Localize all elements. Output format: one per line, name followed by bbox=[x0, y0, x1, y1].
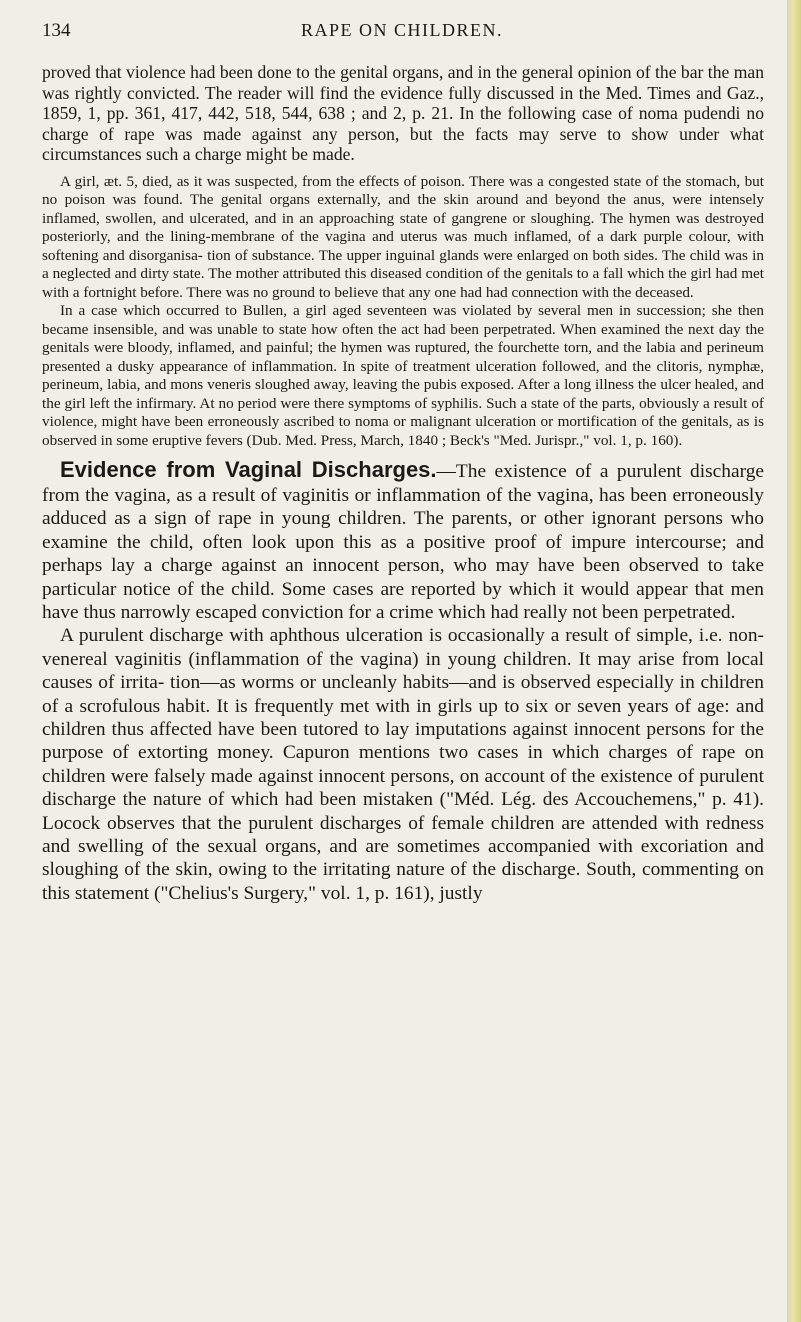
case-paragraph-bullen: In a case which occurred to Bullen, a girl aged seventeen was violated by several men in succession; she then became insensible, and was unable to state how often the act had been perpetrated. When examined the next day the genitals were bloody, inflamed, and painful; the hymen was ruptured, the fourchette torn, and the labia and perineum presented a dusky appearance of inflammation. In spite of treatment ulceration followed, and the clitoris, nymphæ, perineum, labia, and mons veneris sloughed away, leaving the pubis exposed. After a long illness the ulcer healed, and the girl left the infirmary. At no period were there symptoms of syphilis. Such a state of the parts, obviously a result of violence, might have been erroneously ascribed to noma or malignant ulceration or mortification of the genitals, as is observed in some eruptive fevers (Dub. Med. Press, March, 1840 ; Beck's "Med. Jurispr.," vol. 1, p. 160). bbox=[42, 302, 764, 449]
page-edge-strip bbox=[787, 0, 801, 1322]
section-heading: Evidence from Vaginal Discharges. bbox=[60, 457, 437, 483]
paragraph-purulent-discharge: A purulent discharge with aphthous ulceration is occasionally a result of simple, i.e. non-venereal vaginitis (inflammation of the vagina) in young children. It may arise from local causes of irrita- tion—as worms or uncleanly habits—and is observed especially in children of a scrofulous habit. It is frequently met with in girls up to six or seven years of age: and children thus affected have been tutored to lay imputations against innocent persons for the purpose of extorting money. Capuron mentions two cases in which charges of rape on children were falsely made against innocent persons, on account of the existence of purulent discharge the nature of which had been mistaken ("Méd. Lég. des Accouchemens," p. 41). Locock observes that the purulent discharges of female children are attended with redness and swelling of the sexual organs, and are sometimes accompanied with excoriation and sloughing of the skin, owing to the irritating nature of the discharge. South, commenting on this statement ("Chelius's Surgery," vol. 1, p. 161), justly bbox=[42, 625, 764, 904]
section-body: —The existence of a purulent discharge from the vagina, as a result of vaginitis or inflammation of the vagina, has been erroneously adduced as a sign of rape in young children. The parents, or other ignorant persons who examine the child, often look upon this as a positive proof of impure intercourse; and perhaps lay a charge against an innocent person, who may have been observed to take particular notice of the child. Some cases are reported by which it would appear that men have thus narrowly escaped conviction for a crime which had really not been perpetrated. bbox=[42, 461, 764, 623]
paragraph-intro: proved that violence had been done to the genital organs, and in the general opinion of the bar the man was rightly convicted. The reader will find the evidence fully discussed in the Med. Times and Gaz., 1859, 1, pp. 361, 417, 442, 518, 544, 638 ; and 2, p. 21. In the following case of noma pudendi no charge of rape was made against any person, but the facts may serve to show under what circumstances such a charge might be made. bbox=[42, 62, 764, 165]
body-text bbox=[42, 62, 764, 905]
case-paragraph-girl-aet-5: A girl, æt. 5, died, as it was suspected, from the effects of poison. There was a congested state of the stomach, but no poison was found. The genital organs externally, and the skin around and beyond the anus, were intensely inflamed, swollen, and ulcerated, and in an approaching state of gangrene or sloughing. The hymen was destroyed posteriorly, and the lining-membrane of the vagina and uterus was much inflamed, of a dark purple colour, with softening and disorganisa- tion of substance. The upper inguinal glands were enlarged on both sides. The child was in a neglected and dirty state. The mother attributed this diseased condition of the genitals to a fall which the girl had met with a fortnight before. There was no ground to believe that any one had had connection with the deceased. bbox=[42, 172, 764, 301]
running-title: RAPE ON CHILDREN. bbox=[300, 20, 503, 40]
page-number: 134 bbox=[42, 20, 71, 41]
section-vaginal-discharges bbox=[42, 458, 764, 624]
running-head bbox=[42, 20, 762, 48]
